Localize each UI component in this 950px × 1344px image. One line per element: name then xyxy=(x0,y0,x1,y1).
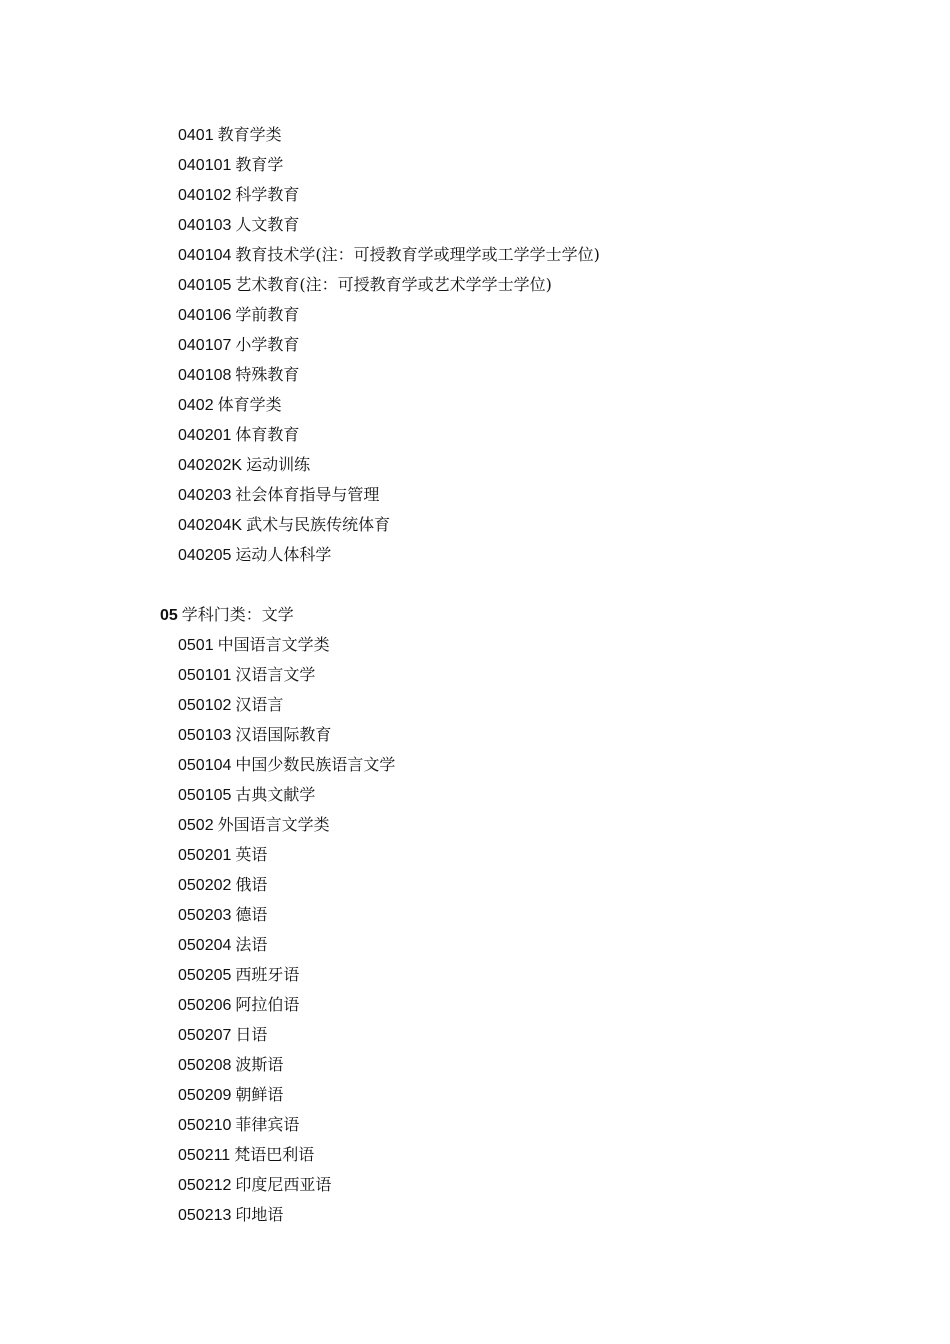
major-name: 特殊教育 xyxy=(235,365,300,384)
major-name: 俄语 xyxy=(235,875,268,894)
major-name: 德语 xyxy=(235,905,268,924)
major-code: 040107 xyxy=(178,337,232,354)
major-code-list xyxy=(160,120,880,1230)
list-item xyxy=(160,900,880,930)
major-code: 050202 xyxy=(178,877,232,894)
major-name: 印地语 xyxy=(235,1205,284,1224)
list-item xyxy=(160,1050,880,1080)
list-item xyxy=(160,930,880,960)
major-code: 040102 xyxy=(178,187,232,204)
major-code: 040203 xyxy=(178,487,232,504)
list-item xyxy=(160,690,880,720)
list-item xyxy=(160,270,880,300)
major-code: 040106 xyxy=(178,307,232,324)
major-code: 050207 xyxy=(178,1027,232,1044)
major-name: 运动人体科学 xyxy=(235,545,332,564)
major-name: 人文教育 xyxy=(235,215,300,234)
list-item xyxy=(160,240,880,270)
major-code: 050102 xyxy=(178,697,232,714)
major-code: 040201 xyxy=(178,427,232,444)
list-item xyxy=(160,780,880,810)
major-name: 武术与民族传统体育 xyxy=(246,515,391,534)
major-name: 菲律宾语 xyxy=(235,1115,300,1134)
major-name: 日语 xyxy=(235,1025,268,1044)
list-item xyxy=(160,660,880,690)
list-item xyxy=(160,960,880,990)
list-item xyxy=(160,120,880,150)
list-item xyxy=(160,990,880,1020)
list-item xyxy=(160,540,880,570)
major-code: 050209 xyxy=(178,1087,232,1104)
major-code: 050203 xyxy=(178,907,232,924)
major-code: 040103 xyxy=(178,217,232,234)
list-item xyxy=(160,390,880,420)
major-code: 0501 xyxy=(178,637,214,654)
list-item xyxy=(160,810,880,840)
major-code: 040101 xyxy=(178,157,232,174)
major-name: 法语 xyxy=(235,935,268,954)
list-item xyxy=(160,1080,880,1110)
major-code: 0402 xyxy=(178,397,214,414)
major-code: 040104 xyxy=(178,247,232,264)
major-name: 教育技术学(注：可授教育学或理学或工学学士学位) xyxy=(235,245,600,264)
major-code: 040105 xyxy=(178,277,232,294)
major-code: 050201 xyxy=(178,847,232,864)
major-code: 0401 xyxy=(178,127,214,144)
category-name: 学科门类：文学 xyxy=(181,605,294,624)
list-item xyxy=(160,180,880,210)
major-code: 050212 xyxy=(178,1177,232,1194)
major-name: 教育学 xyxy=(235,155,284,174)
list-item xyxy=(160,210,880,240)
major-name: 梵语巴利语 xyxy=(234,1145,315,1164)
major-code: 050103 xyxy=(178,727,232,744)
list-item xyxy=(160,1140,880,1170)
list-item xyxy=(160,1110,880,1140)
major-name: 艺术教育(注：可授教育学或艺术学学士学位) xyxy=(235,275,552,294)
major-code: 050210 xyxy=(178,1117,232,1134)
major-code: 0502 xyxy=(178,817,214,834)
major-name: 印度尼西亚语 xyxy=(235,1175,332,1194)
major-code: 040202K xyxy=(178,457,243,474)
major-code: 050205 xyxy=(178,967,232,984)
major-name: 汉语言 xyxy=(235,695,284,714)
list-item xyxy=(160,420,880,450)
major-name: 体育教育 xyxy=(235,425,300,444)
major-name: 体育学类 xyxy=(217,395,282,414)
major-name: 汉语国际教育 xyxy=(235,725,332,744)
list-item xyxy=(160,300,880,330)
major-name: 汉语言文学 xyxy=(235,665,316,684)
category-code: 05 xyxy=(160,607,178,624)
major-code: 050101 xyxy=(178,667,232,684)
list-item xyxy=(160,750,880,780)
list-item xyxy=(160,360,880,390)
major-code: 040204K xyxy=(178,517,243,534)
major-code: 050104 xyxy=(178,757,232,774)
list-item xyxy=(160,1170,880,1200)
major-name: 中国少数民族语言文学 xyxy=(235,755,396,774)
list-item xyxy=(160,870,880,900)
list-item xyxy=(160,720,880,750)
major-name: 社会体育指导与管理 xyxy=(235,485,380,504)
major-code: 040108 xyxy=(178,367,232,384)
major-name: 古典文献学 xyxy=(235,785,316,804)
major-name: 阿拉伯语 xyxy=(235,995,300,1014)
list-item xyxy=(160,510,880,540)
list-item xyxy=(160,1200,880,1230)
major-code: 050211 xyxy=(178,1147,231,1164)
major-name: 外国语言文学类 xyxy=(217,815,330,834)
list-item xyxy=(160,1020,880,1050)
list-item xyxy=(160,480,880,510)
section-spacer xyxy=(160,570,880,600)
major-code: 050105 xyxy=(178,787,232,804)
major-code: 040205 xyxy=(178,547,232,564)
major-code: 050206 xyxy=(178,997,232,1014)
major-name: 学前教育 xyxy=(235,305,300,324)
list-item xyxy=(160,450,880,480)
major-code: 050208 xyxy=(178,1057,232,1074)
list-item xyxy=(160,840,880,870)
list-item xyxy=(160,630,880,660)
major-name: 小学教育 xyxy=(235,335,300,354)
major-name: 科学教育 xyxy=(235,185,300,204)
major-name: 运动训练 xyxy=(246,455,311,474)
major-name: 朝鲜语 xyxy=(235,1085,284,1104)
list-item xyxy=(160,330,880,360)
major-name: 英语 xyxy=(235,845,268,864)
major-name: 教育学类 xyxy=(217,125,282,144)
major-name: 中国语言文学类 xyxy=(217,635,330,654)
major-name: 波斯语 xyxy=(235,1055,284,1074)
category-heading xyxy=(160,600,880,630)
list-item xyxy=(160,150,880,180)
major-code: 050204 xyxy=(178,937,232,954)
major-code: 050213 xyxy=(178,1207,232,1224)
major-name: 西班牙语 xyxy=(235,965,300,984)
